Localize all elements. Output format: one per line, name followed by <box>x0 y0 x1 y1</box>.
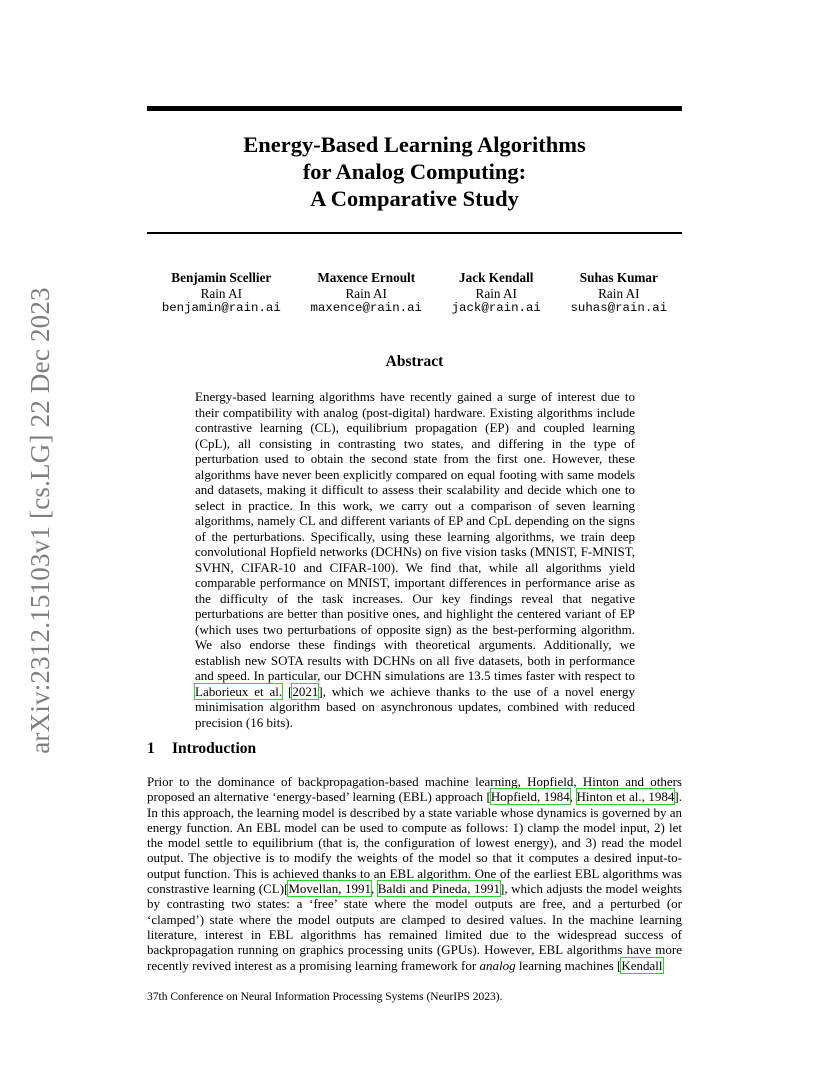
title-line-1: Energy-Based Learning Algorithms <box>243 132 586 157</box>
author-name: Benjamin Scellier <box>171 270 272 285</box>
author-list <box>147 270 682 317</box>
author-email[interactable]: maxence@rain.ai <box>310 301 422 315</box>
paragraph-text: , <box>371 881 378 897</box>
author-name: Suhas Kumar <box>579 270 658 285</box>
author-block <box>310 270 422 317</box>
citation-link[interactable]: Movellan, 1991 <box>288 881 371 897</box>
author-affiliation: Rain AI <box>475 285 517 301</box>
conference-footnote: 37th Conference on Neural Information Processing Systems (NeurIPS 2023). <box>147 991 503 1003</box>
title-bottom-rule <box>147 232 682 234</box>
citation-bracket: [ <box>282 683 293 699</box>
abstract-text <box>195 389 635 730</box>
paragraph-text: ]. In this approach, the learning model is described by a state variable whose dynamics is governed by an energy function. An EBL model can be used to compute as follows: 1) clamp the model input, 2) let the model settle to equilibrium (that is, the configuration of lowest energy), and 3) read the model output. The objective is to modify the weights of the model so that it computes a desired input-to-output function. This is achieved thanks to an EBL algorithm. One of the earliest EBL algorithms was constrastive learning (CL)[ <box>147 789 683 897</box>
author-name: Maxence Ernoult <box>317 270 416 285</box>
section-title: Introduction <box>172 740 257 757</box>
paragraph-text: , <box>569 789 577 805</box>
author-email[interactable]: benjamin@rain.ai <box>161 301 281 315</box>
author-affiliation: Rain AI <box>598 285 640 301</box>
arxiv-identifier-text: arXiv:2312.15103v1 [cs.LG] 22 Dec 2023 <box>24 286 55 754</box>
citation-link[interactable]: Kendall <box>621 957 663 973</box>
title-line-3: A Comparative Study <box>310 186 519 211</box>
citation-link[interactable]: Baldi and Pineda, 1991 <box>377 881 500 897</box>
citation-link[interactable]: Laborieux et al. <box>195 683 283 699</box>
author-block <box>571 270 668 317</box>
title-line-2: for Analog Computing: <box>302 159 527 184</box>
abstract-text-part: , which we achieve thanks to the use of a novel energy minimisation algorithm based on asynchronous updates, combined with reduced precision (16 bits). <box>195 683 635 730</box>
citation-link[interactable]: 2021 <box>292 683 319 699</box>
author-block <box>162 270 281 317</box>
author-affiliation: Rain AI <box>345 285 387 301</box>
abstract-text-part: Energy-based learning algorithms have recently gained a surge of interest due to their compatibility with analog (post-digital) hardware. Existing algorithms include contrastive learning (CL), equilibrium propagation (EP) and coupled learning (CpL), all consisting in contrasting two states, and differing in the type of perturbation used to obtain the second state from the first one. However, these algorithms have never been explicitly compared on equal footing with same models and datasets, making it difficult to assess their scalability and decide which one to select in practice. In this work, we carry out a comparison of seven learning algorithms, namely CL and different variants of EP and CpL depending on the signs of the perturbations. Specifically, using these learning algorithms, we train deep convolutional Hopfield networks (DCHNs) on five vision tasks (MNIST, F-MNIST, SVHN, CIFAR-10 and CIFAR-100). We find that, while all algorithms yield comparable performance on MNIST, important differences in performance arise as the difficulty of the task increases. Our key findings reveal that negative perturbations are better than positive ones, and highlight the centered variant of EP (which uses two perturbations of opposite sign) as the best-performing algorithm. We also endorse these findings with theoretical arguments. Additionally, we establish new SOTA results with DCHNs on all five datasets, both in performance and speed. In particular, our DCHN simulations are 13.5 times faster with respect to <box>195 389 635 683</box>
paragraph-text: ], which adjusts the model weights by contrasting two states: a ‘free’ state where the model outputs are free, and a perturbed (or ‘clamped’) state where the model outputs are clamped to desired values. In the machine learning literature, interest in EBL algorithms has remained limited due to the widespread success of backpropagation running on graphics processing units (GPUs). However, EBL algorithms have more recently revived interest as a promising learning framework for <box>147 881 682 973</box>
author-block <box>452 270 541 317</box>
author-email[interactable]: jack@rain.ai <box>451 301 541 315</box>
emphasized-word: analog <box>479 957 516 973</box>
section-number: 1 <box>147 740 155 757</box>
paper-title <box>147 131 682 212</box>
author-email[interactable]: suhas@rain.ai <box>570 301 668 315</box>
author-affiliation: Rain AI <box>200 285 242 301</box>
author-name: Jack Kendall <box>459 270 534 285</box>
arxiv-identifier-stamp <box>20 285 60 755</box>
citation-bracket: ] <box>318 683 323 699</box>
introduction-paragraph <box>147 774 682 973</box>
paragraph-text: learning machines [ <box>515 957 622 973</box>
paragraph-text: Prior to the dominance of backpropagation-based machine learning, Hopfield, Hinton and others proposed an alternative ‘energy-based’ learning (EBL) approach [ <box>147 774 682 805</box>
section-heading-introduction <box>147 740 682 758</box>
citation-link[interactable]: Hinton et al., 1984 <box>576 789 675 805</box>
citation-link[interactable]: Hopfield, 1984 <box>490 789 570 805</box>
abstract-heading: Abstract <box>385 353 444 370</box>
title-top-rule <box>147 106 682 111</box>
